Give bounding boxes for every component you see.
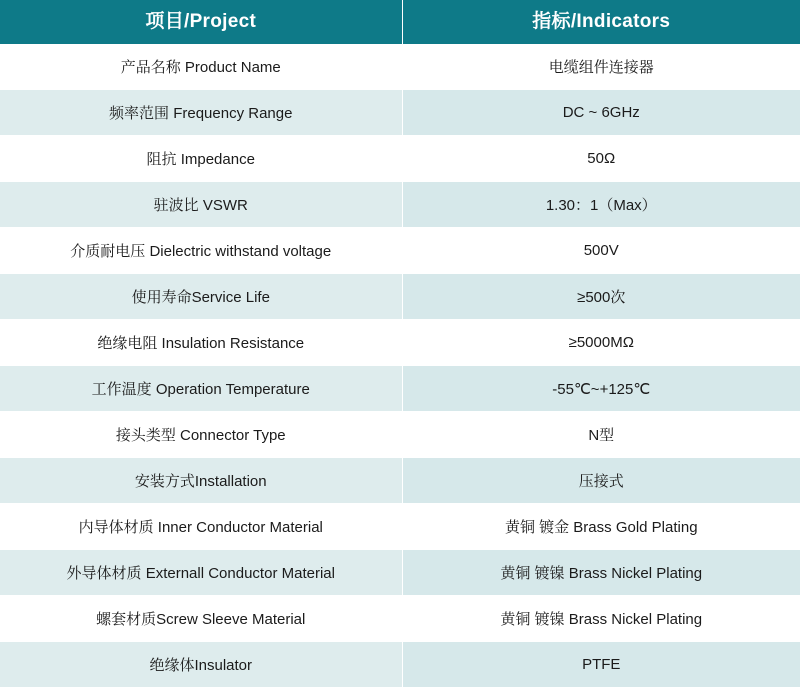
table-row — [0, 44, 800, 90]
table-row — [0, 550, 800, 596]
table-row — [0, 274, 800, 320]
column-header-project: 项目/Project — [0, 0, 402, 44]
cell-project: 使用寿命Service Life — [0, 274, 402, 320]
column-header-indicator: 指标/Indicators — [402, 0, 800, 44]
cell-indicator: N型 — [402, 412, 800, 458]
table-row — [0, 228, 800, 274]
cell-project: 安装方式Installation — [0, 458, 402, 504]
cell-indicator: -55℃~+125℃ — [402, 366, 800, 412]
table-row — [0, 596, 800, 642]
cell-project: 产品名称 Product Name — [0, 44, 402, 90]
cell-indicator: 50Ω — [402, 136, 800, 182]
table-row — [0, 412, 800, 458]
cell-project: 频率范围 Frequency Range — [0, 90, 402, 136]
table-row — [0, 90, 800, 136]
cell-project: 螺套材质Screw Sleeve Material — [0, 596, 402, 642]
table-header-row — [0, 0, 800, 44]
cell-project: 介质耐电压 Dielectric withstand voltage — [0, 228, 402, 274]
cell-indicator: 1.30：1（Max） — [402, 182, 800, 228]
table-row — [0, 642, 800, 688]
table-body — [0, 44, 800, 688]
cell-project: 驻波比 VSWR — [0, 182, 402, 228]
cell-indicator: 黄铜 镀镍 Brass Nickel Plating — [402, 596, 800, 642]
cell-indicator: 黄铜 镀金 Brass Gold Plating — [402, 504, 800, 550]
cell-project: 绝缘体Insulator — [0, 642, 402, 688]
cell-indicator: ≥5000MΩ — [402, 320, 800, 366]
cell-project: 绝缘电阻 Insulation Resistance — [0, 320, 402, 366]
cell-project: 内导体材质 Inner Conductor Material — [0, 504, 402, 550]
table-row — [0, 504, 800, 550]
cell-indicator: 黄铜 镀镍 Brass Nickel Plating — [402, 550, 800, 596]
table-row — [0, 366, 800, 412]
table-row — [0, 320, 800, 366]
table-row — [0, 458, 800, 504]
cell-project: 外导体材质 Externall Conductor Material — [0, 550, 402, 596]
cell-indicator: 压接式 — [402, 458, 800, 504]
cell-indicator: PTFE — [402, 642, 800, 688]
cell-indicator: 电缆组件连接器 — [402, 44, 800, 90]
cell-project: 阻抗 Impedance — [0, 136, 402, 182]
table-row — [0, 136, 800, 182]
table-header — [0, 0, 800, 44]
table-row — [0, 182, 800, 228]
cell-indicator: 500V — [402, 228, 800, 274]
cell-project: 接头类型 Connector Type — [0, 412, 402, 458]
cell-indicator: DC ~ 6GHz — [402, 90, 800, 136]
cell-indicator: ≥500次 — [402, 274, 800, 320]
cell-project: 工作温度 Operation Temperature — [0, 366, 402, 412]
